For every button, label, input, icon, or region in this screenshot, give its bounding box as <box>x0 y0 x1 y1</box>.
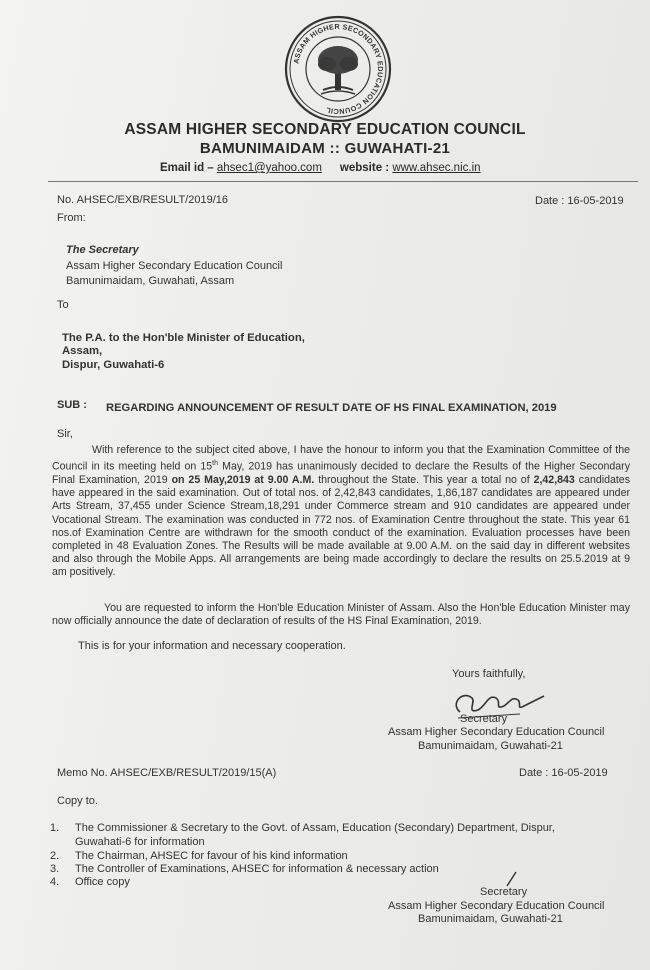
copy-item-text: The Controller of Examinations, AHSEC for information & necessary action <box>75 863 439 875</box>
copy-item-text: The Commissioner & Secretary to the Govt. of Assam, Education (Secondary) Department, Dispur, <box>75 822 555 834</box>
paragraph-main: With reference to the subject cited above, I have the honour to inform you that the Examination Committee of the Council in its meeting held on 15th May, 2019 has unanimously decided to declare the Results of the Higher Secondary Final Examination, 2019 on 25 May,2019 at 9.00 A.M. throughout the State. This year a total no of 2,42,843 candidates have appeared in the said examination. Out of total nos. of 2,42,843 candidates, 1,86,187 candidates are appeared under Arts Stream, 37,455 under Science Stream,18,291 under Commerce stream and 910 candidates are appeared under Vocational Stream. The examination was conducted in 772 nos. of Examination Centre throughout the state. This year 61 nos.of Examination Centre are withdrawn for the smooth conduct of the examination. Evaluation processes have been completed in 48 Evaluation Zones. The Results will be made available at 9.00 A.M. on the said day in different websites and also through the Mobile Apps. All arrangements are being made accordingly to declare the results on 25.5.2019 at 9 am positively. <box>52 444 630 579</box>
reference-number: No. AHSEC/EXB/RESULT/2019/16 <box>57 194 228 206</box>
from-label: From: <box>57 212 86 224</box>
closing-text: Yours faithfully, <box>452 668 526 680</box>
header-divider <box>48 181 638 182</box>
letter-date: Date : 16-05-2019 <box>535 195 624 207</box>
salutation: Sir, <box>57 428 73 440</box>
copy-item-text: Office copy <box>75 876 130 888</box>
to-label: To <box>57 299 69 311</box>
memo-signatory-line: Bamunimaidam, Guwahati-21 <box>418 913 563 925</box>
email-link[interactable]: ahsec1@yahoo.com <box>216 162 322 174</box>
from-name: The Secretary <box>66 244 139 256</box>
memo-number: Memo No. AHSEC/EXB/RESULT/2019/15(A) <box>57 767 277 779</box>
council-address: BAMUNIMAIDAM :: GUWAHATI-21 <box>199 140 451 157</box>
to-line: The P.A. to the Hon'ble Minister of Education, <box>62 332 305 344</box>
contact-line: Email id – ahsec1@yahoo.com website : www.ahsec.nic.in <box>160 162 481 174</box>
paragraph-closing: This is for your information and necessary cooperation. <box>78 640 346 652</box>
from-line: Assam Higher Secondary Education Council <box>66 260 283 272</box>
copy-item-text: The Chairman, AHSEC for favour of his kind information <box>75 850 348 862</box>
svg-text:ASSAM HIGHER SECONDARY EDUCATI: ASSAM HIGHER SECONDARY EDUCATION COUNCIL <box>291 21 386 117</box>
copy-item-text: Guwahati-6 for information <box>75 836 205 848</box>
copy-to-label: Copy to. <box>57 795 98 807</box>
subject-text: REGARDING ANNOUNCEMENT OF RESULT DATE OF HS FINAL EXAMINATION, 2019 <box>106 402 557 414</box>
copy-item-number: 2. <box>50 850 60 862</box>
subject-label: SUB : <box>57 399 87 411</box>
copy-item-number: 1. <box>50 822 60 834</box>
council-title: ASSAM HIGHER SECONDARY EDUCATION COUNCIL <box>124 121 526 138</box>
website-link[interactable]: www.ahsec.nic.in <box>392 162 481 174</box>
signatory-line: Bamunimaidam, Guwahati-21 <box>418 740 563 752</box>
to-line: Dispur, Guwahati-6 <box>62 359 165 371</box>
paragraph-request: You are requested to inform the Hon'ble Education Minister of Assam. Also the Hon'ble Education Minister may now officially announce the date of declaration of results of the HS Final Examination, 2019. <box>52 602 630 628</box>
council-seal-icon <box>283 14 393 124</box>
copy-item-number: 3. <box>50 863 60 875</box>
to-line: Assam, <box>62 345 103 357</box>
memo-date: Date : 16-05-2019 <box>519 767 608 779</box>
from-line: Bamunimaidam, Guwahati, Assam <box>66 275 235 287</box>
signatory-title: Secretary <box>460 713 508 725</box>
memo-signatory-title: Secretary <box>480 886 528 898</box>
copy-item-number: 4. <box>50 876 60 888</box>
memo-signatory-line: Assam Higher Secondary Education Council <box>388 900 605 912</box>
signatory-line: Assam Higher Secondary Education Council <box>388 726 605 738</box>
